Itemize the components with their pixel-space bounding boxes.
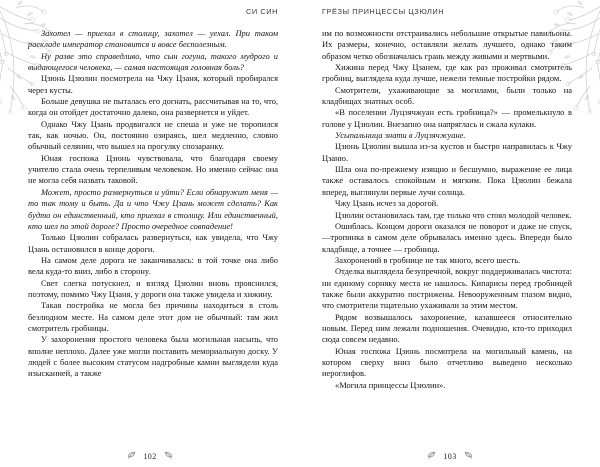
- paragraph: Захотел — приехал в столицу, захотел — уехал. При таком раскладе император становится и вовсе бесполезным.: [28, 28, 278, 50]
- paragraph: Рядом возвышалось захоронение, казавшееся относительно новым. Перед ним лежали подношения. Очевидно, кто-то приходил сюда совсем недавно.: [322, 311, 572, 345]
- paragraph: Цзюнь Цзюлин вышла из-за кустов и быстро направилась к Чжу Цзаню.: [322, 141, 572, 163]
- paragraph: «В поселении Луцзячжуан есть гробница?» — промелькнуло в голове у Цзюлин. Внезапно она напряглась и сжала кулаки.: [322, 107, 572, 129]
- paragraph: Смотрители, ухаживающие за могилами, были только на кладбищах знатных особ.: [322, 84, 572, 107]
- right-page-body: [322, 28, 572, 391]
- paragraph: Ну разве это справедливо, что сын гогуна, такого мудрого и выдающегося человека, — самая настоящая головная боль?: [28, 50, 278, 73]
- paragraph: Шла она по-прежнему изящно и бесшумно, выражение ее лица также оставалось спокойным и мягким. Пока Цзюлин бежала вперед, выглянули первые лучи солнца.: [322, 164, 572, 197]
- page-number-left: [0, 451, 300, 462]
- paragraph: Только Цзюлин собралась развернуться, как увидела, что Чжу Цзань остановился в конце дороги.: [28, 232, 278, 254]
- paragraph: У захоронения простого человека была могильная насыпь, что вполне неплохо. Далее уже могли поставить мемориальную доску. У людей с более высоким статусом надгробные камни выглядели куда изысканней, а также: [28, 334, 278, 379]
- leaf-flourish-icon: [127, 451, 136, 462]
- running-head-author: СИ СИН: [246, 7, 278, 16]
- paragraph: Чжу Цзань исчез за дорогой.: [335, 198, 439, 209]
- leaf-flourish-icon: [427, 451, 436, 462]
- paragraph: Юная госпожа Цзюнь посмотрела на могильный камень, на котором сверху вниз было отчетливо выведено несколько иероглифов.: [322, 345, 572, 379]
- paragraph: Захоронений в гробнице не так много, всего шесть.: [335, 254, 521, 265]
- page-number-right: [300, 451, 600, 462]
- paragraph: Такая постройка не могла без причины находиться в столь безлюдном месте. На самом деле этот дом не обычный: там жил смотритель гробницы.: [28, 300, 278, 333]
- paragraph: Цзюнь Цзюлин посмотрела на Чжу Цзаня, который пробирался через кусты.: [28, 73, 278, 95]
- page-number-value: 102: [143, 452, 157, 461]
- running-head-title: ГРЁЗЫ ПРИНЦЕССЫ ЦЗЮЛИН: [322, 7, 445, 16]
- paragraph: Юная госпожа Цзюнь чувствовала, что благодаря своему учителю стала очень терпеливым человеком. Но именно сейчас она не могла себя назвать таковой.: [28, 152, 278, 186]
- paragraph-continued: им по возможности отстраивались небольшие открытые павильоны. Их размеры, конечно, оставляли желать лучшего, однако таким образом четко обозначалась грань между живыми и мертвыми.: [322, 28, 572, 61]
- paragraph: Свет слегка потускнел, и взгляд Цзюлин вновь прояснился, поэтому, помимо Чжу Цзаня, у дороги она также увидела и хижину.: [28, 277, 278, 299]
- paragraph: Отделка выглядела безупречной, вокруг поддерживалась чистота: ни единому сорняку места не нашлось. Кипарисы перед гробницей также были аккуратно пострижены. Невооруженным глазом видно, что смотрители тщательно ухаживали за этим местом.: [322, 266, 572, 311]
- leaf-flourish-icon: [164, 451, 173, 462]
- paragraph: Цзюлин остановилась там, где только что стоял молодой человек.: [335, 209, 572, 220]
- page-number-value: 103: [443, 452, 457, 461]
- left-page-body: [28, 28, 278, 380]
- paragraph: Ошиблась. Концом дороги оказался не поворот и даже не спуск,—тропинка в самом деле обрывалась именно здесь. Впереди было кладбище, а точнее — гробница.: [322, 220, 572, 254]
- right-page: [300, 0, 600, 467]
- paragraph: Однако Чжу Цзань продвигался не спеша и уже не торопился так, как ночью. Он, постоянно озираясь, шел медленно, словно обычный селянин, что вышел на прогулку спозаранку.: [28, 118, 278, 152]
- paragraph: Может, просто развернуться и уйти? Если обнаружит меня — то так тому и быть. Да и что Чжу Цзань может сделать? Как будто он единственный, кто приехал в столицу. Или единственный, кто шел по этой дороге? Просто очередное совпадение!: [28, 186, 278, 231]
- paragraph: «Могила принцессы Цзюлин».: [335, 379, 446, 390]
- paragraph: На самом деле дорога не заканчивалась: в той точке она либо вела куда-то вниз, либо в сторону.: [28, 254, 278, 277]
- paragraph: Больше девушка не пыталась его догнать, рассчитывая на то, что, когда он отойдет достаточно далеко, она развернется и уйдет.: [28, 96, 278, 118]
- leaf-flourish-icon: [464, 451, 473, 462]
- paragraph: Хижина перед Чжу Цзанем, где как раз проживал смотритель гробниц, выглядела куда лучше, нежели темные постройки рядом.: [322, 62, 572, 84]
- paragraph: Усыпальница знати в Луцзячжуане.: [335, 130, 466, 141]
